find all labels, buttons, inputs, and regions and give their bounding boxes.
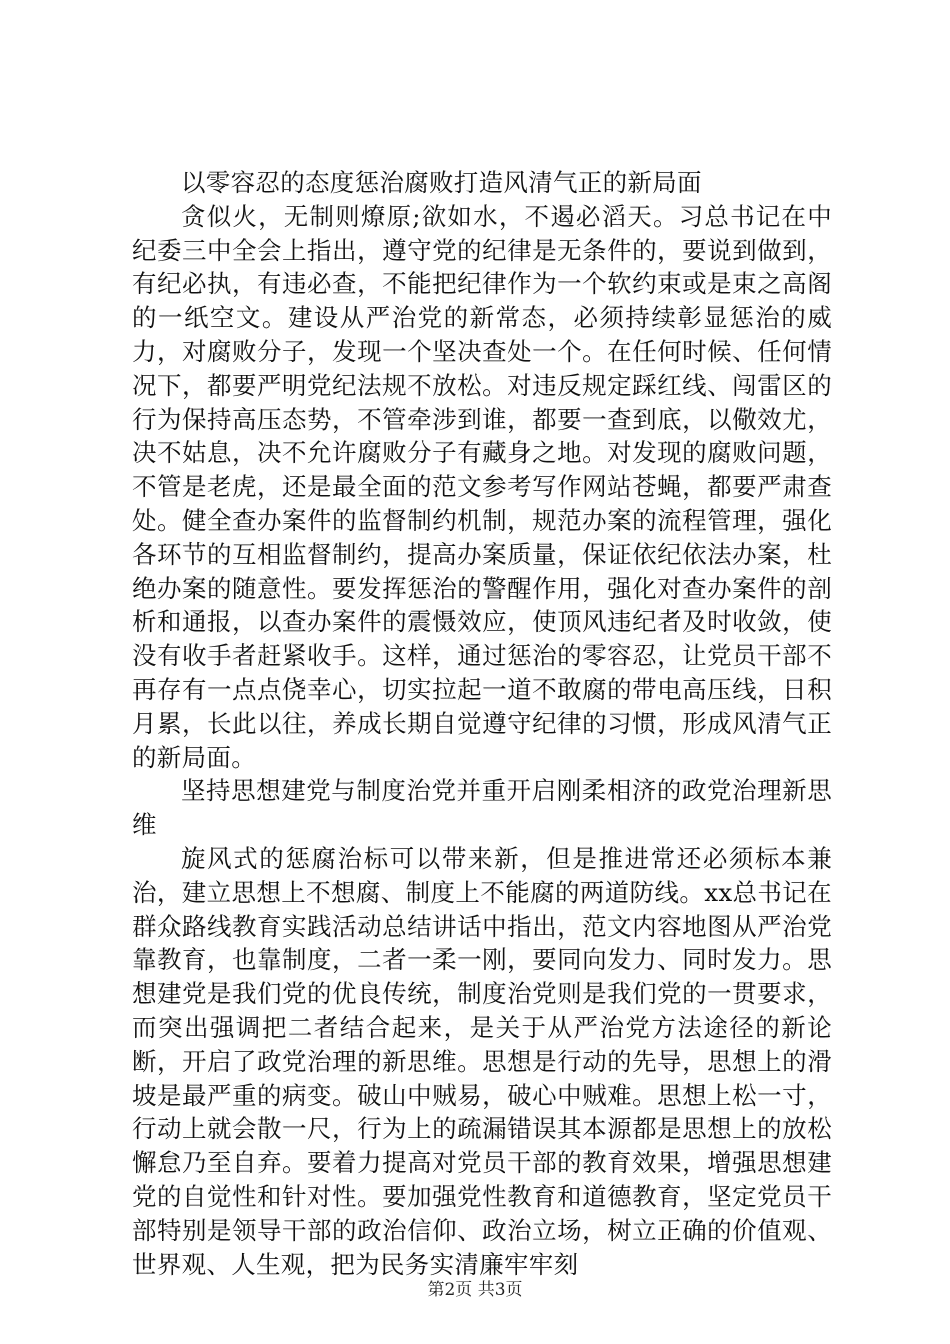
- paragraph: 旋风式的惩腐治标可以带来新，但是推进常还必须标本兼治，建立思想上不想腐、制度上不能腐的两道防线。xx总书记在群众路线教育实践活动总结讲话中指出，范文内容地图从严治党靠教育，也靠制度，二者一柔一刚，要同向发力、同时发力。思想建党是我们党的优良传统，制度治党则是我们党的一贯要求，而突出强调把二者结合起来，是关于从严治党方法途径的新论断，开启了政党治理的新思维。思想是行动的先导，思想上的滑坡是最严重的病变。破山中贼易，破心中贼难。思想上松一寸，行动上就会散一尺，行为上的疏漏错误其本源都是思想上的放松懈怠乃至自弃。要着力提高对党员干部的教育效果，增强思想建党的自觉性和针对性。要加强党性教育和道德教育，坚定党员干部特别是领导干部的政治信仰、政治立场，树立正确的价值观、世界观、人生观，把为民务实清廉牢牢刻: [132, 843, 832, 1279]
- document-body: [132, 166, 832, 1281]
- document-title: 以零容忍的态度惩治腐败打造风清气正的新局面: [181, 168, 702, 197]
- section-heading: 坚持思想建党与制度治党并重开启刚柔相济的政党治理新思维: [132, 776, 832, 840]
- page-footer: 第2页 共3页: [427, 1280, 523, 1300]
- paragraph: 贪似火，无制则燎原;欲如水，不遏必滔天。习总书记在中纪委三中全会上指出，遵守党的纪律是无条件的，要说到做到，有纪必执，有违必查，不能把纪律作为一个软约束或是束之高阁的一纸空文。建设从严治党的新常态，必须持续彰显惩治的威力，对腐败分子，发现一个坚决查处一个。在任何时候、任何情况下，都要严明党纪法规不放松。对违反规定踩红线、闯雷区的行为保持高压态势，不管牵涉到谁，都要一查到底，以儆效尤，决不姑息，决不允许腐败分子有藏身之地。对发现的腐败问题，不管是老虎，还是最全面的范文参考写作网站苍蝇，都要严肃查处。健全查办案件的监督制约机制，规范办案的流程管理，强化各环节的互相监督制约，提高办案质量，保证依纪依法办案，杜绝办案的随意性。要发挥惩治的警醒作用，强化对查办案件的剖析和通报，以查办案件的震慑效应，使顶风违纪者及时收敛，使没有收手者赶紧收手。这样，通过惩治的零容忍，让党员干部不再存有一点点侥幸心，切实拉起一道不敢腐的带电高压线，日积月累，长此以往，养成长期自觉遵守纪律的习惯，形成风清气正的新局面。: [132, 201, 832, 772]
